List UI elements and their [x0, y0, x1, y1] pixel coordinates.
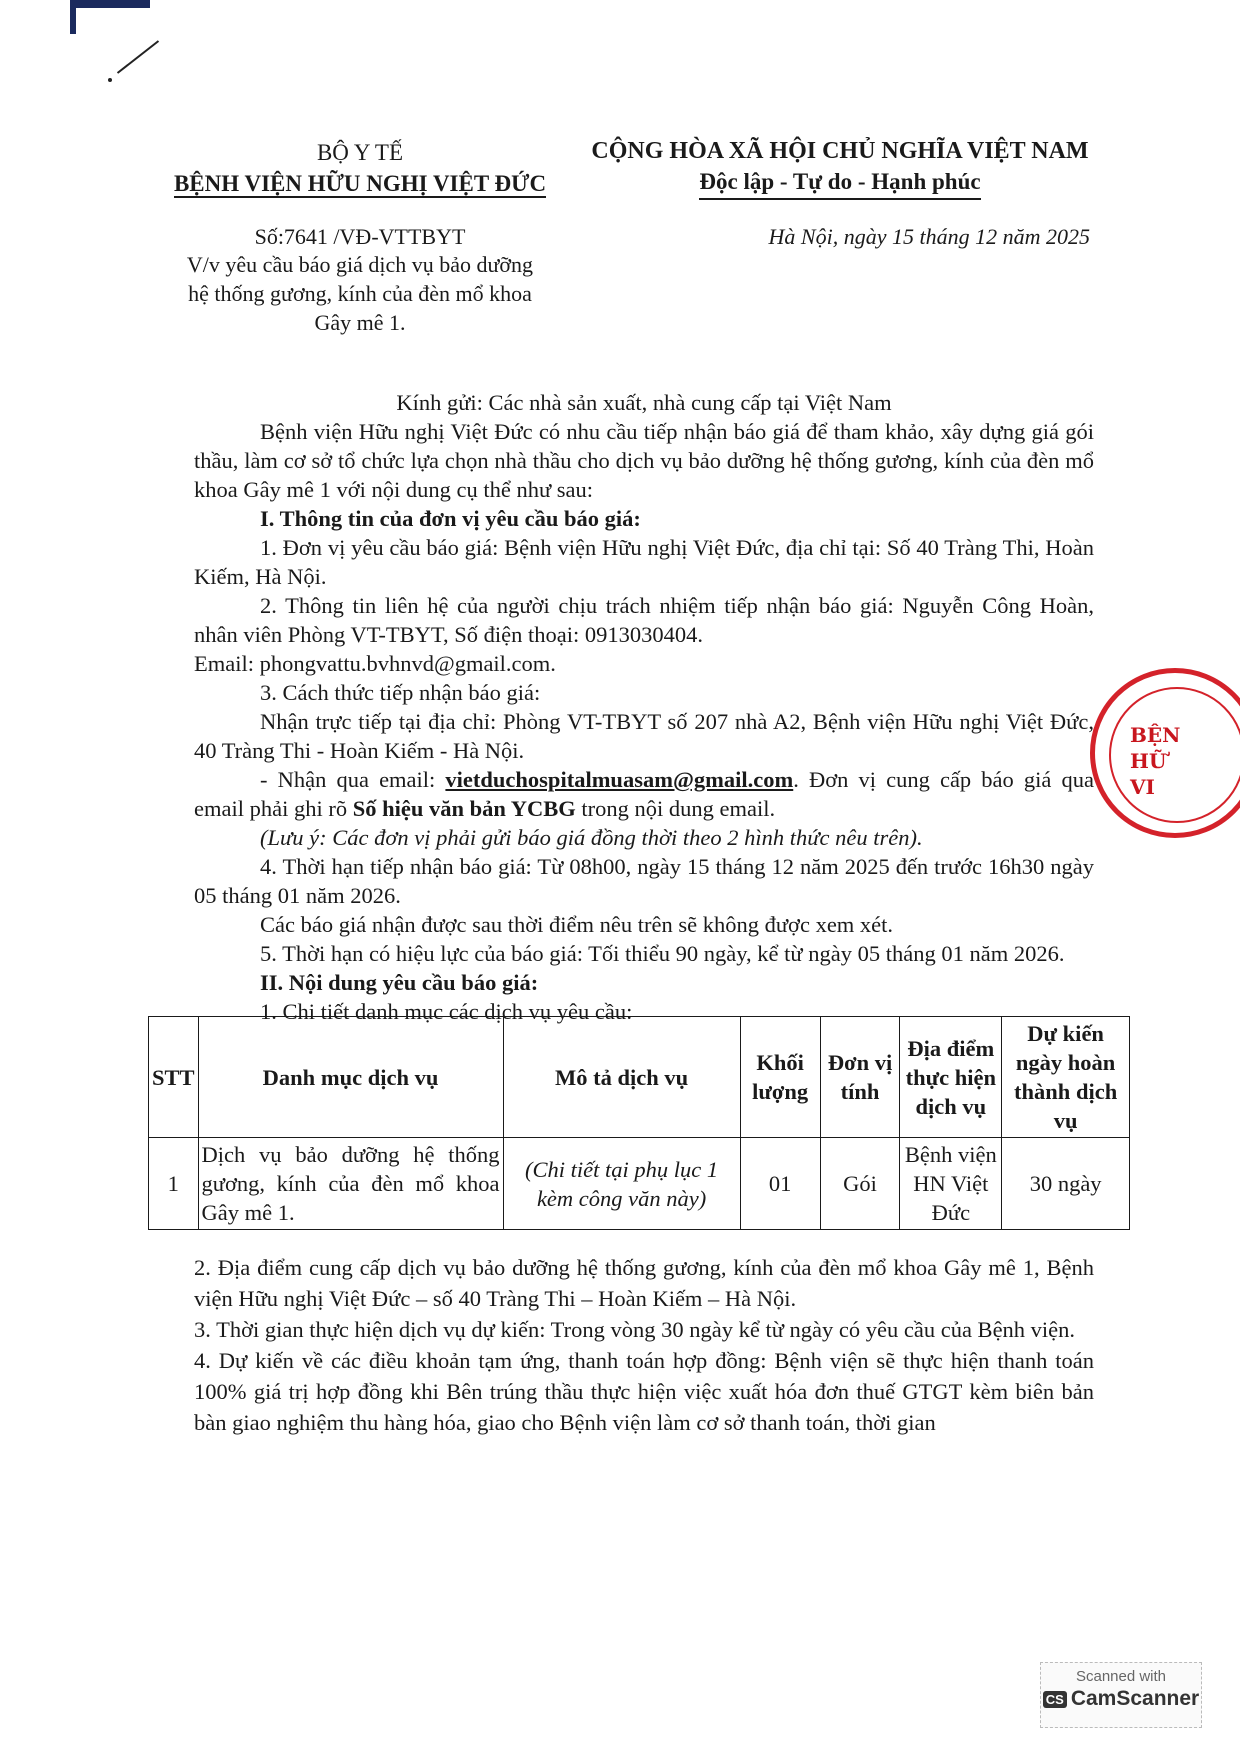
paragraph: 4. Thời hạn tiếp nhận báo giá: Từ 08h00, ngày 15 tháng 12 năm 2025 đến trước 16h30 ngày 05 tháng 01 năm 2026.	[194, 854, 1094, 908]
pen-stroke	[117, 40, 159, 74]
paragraph: 2. Địa điểm cung cấp dịch vụ bảo dưỡng hệ thống gương, kính của đèn mổ khoa Gây mê 1, Bệnh viện Hữu nghị Việt Đức – số 40 Tràng Thi – Hoàn Kiếm – Hà Nội.	[194, 1255, 1094, 1311]
subject-line: hệ thống gương, kính của đèn mổ khoa	[188, 281, 532, 306]
issuer-block	[150, 138, 570, 200]
document-subject	[150, 250, 570, 337]
table-cell: 30 ngày	[1002, 1138, 1130, 1230]
section-heading: II. Nội dung yêu cầu báo giá:	[260, 970, 539, 995]
intro-paragraph: Bệnh viện Hữu nghị Việt Đức có nhu cầu tiếp nhận báo giá để tham khảo, xây dựng giá gói thầu, làm cơ sở tổ chức lựa chọn nhà thầu cho dịch vụ bảo dưỡng hệ thống gương, kính của đèn mổ khoa Gây mê 1 với nội dung cụ thể như sau:	[194, 419, 1094, 502]
paragraph: Các báo giá nhận được sau thời điểm nêu trên sẽ không được xem xét.	[260, 912, 894, 937]
table-header: Khối lượng	[740, 1017, 820, 1138]
section-heading: I. Thông tin của đơn vị yêu cầu báo giá:	[260, 506, 641, 531]
table-header: Địa điểm thực hiện dịch vụ	[900, 1017, 1002, 1138]
paragraph: 1. Chi tiết danh mục các dịch vụ yêu cầu:	[260, 999, 633, 1024]
hospital-name: BỆNH VIỆN HỮU NGHỊ VIỆT ĐỨC	[173, 171, 547, 196]
table-header: Danh mục dịch vụ	[198, 1017, 503, 1138]
table-cell: (Chi tiết tại phụ lục 1 kèm công văn này)	[503, 1138, 740, 1230]
document-number: Số:7641 /VĐ-VTTBYT	[254, 224, 466, 249]
table-cell: Dịch vụ bảo dưỡng hệ thống gương, kính của đèn mổ khoa Gây mê 1.	[198, 1138, 503, 1230]
paragraph: 3. Thời gian thực hiện dịch vụ dự kiến: Trong vòng 30 ngày kể từ ngày có yêu cầu của Bệnh viện.	[194, 1317, 1076, 1342]
table-cell: 01	[740, 1138, 820, 1230]
table-cell: Gói	[820, 1138, 900, 1230]
service-table	[148, 1016, 1130, 1230]
greeting: Kính gửi: Các nhà sản xuất, nhà cung cấp tại Việt Nam	[396, 390, 892, 415]
paragraph: 3. Cách thức tiếp nhận báo giá:	[260, 680, 541, 705]
document-body-continued	[194, 1252, 1094, 1438]
national-header	[580, 136, 1100, 200]
watermark-brand: CS CamScanner	[1041, 1687, 1201, 1711]
paragraph: 4. Dự kiến về các điều khoản tạm ứng, thanh toán hợp đồng: Bệnh viện sẽ thực hiện thanh toán 100% giá trị hợp đồng khi Bên trúng thầu thực hiện việc xuất hóa đơn thuế GTGT kèm biên bản bàn giao nghiệm thu hàng hóa, giao cho Bệnh viện làm cơ sở thanh toán, thời gian	[194, 1348, 1094, 1435]
table-cell: 1	[149, 1138, 199, 1230]
quote-email-link[interactable]: vietduchospitalmuasam@gmail.com	[445, 767, 794, 792]
subject-line: Gây mê 1.	[314, 310, 406, 335]
camscanner-watermark	[1040, 1662, 1202, 1728]
paragraph: Nhận trực tiếp tại địa chỉ: Phòng VT-TBYT số 207 nhà A2, Bệnh viện Hữu nghị Việt Đức, 40 Tràng Thi - Hoàn Kiếm - Hà Nội.	[194, 709, 1094, 763]
ministry-name: BỘ Y TẾ	[316, 140, 404, 165]
table-row	[149, 1138, 1130, 1230]
table-header: Dự kiến ngày hoàn thành dịch vụ	[1002, 1017, 1130, 1138]
watermark-caption: Scanned with	[1075, 1668, 1167, 1685]
note: (Lưu ý: Các đơn vị phải gửi báo giá đồng thời theo 2 hình thức nêu trên).	[260, 825, 923, 850]
national-motto: Độc lập - Tự do - Hạnh phúc	[699, 166, 980, 200]
country-name: CỘNG HÒA XÃ HỘI CHỦ NGHĨA VIỆT NAM	[591, 138, 1089, 164]
seal-text: BỆN HỮ VI	[1130, 723, 1181, 799]
camscanner-icon: CS	[1043, 1691, 1067, 1708]
document-body	[194, 388, 1094, 1026]
paragraph: - Nhận qua email: vietduchospitalmuasam@gmail.com. Đơn vị cung cấp báo giá qua email phải ghi rõ Số hiệu văn bản YCBG trong nội dung email.	[194, 767, 1094, 821]
table-header: Mô tả dịch vụ	[503, 1017, 740, 1138]
pen-dot	[108, 78, 112, 82]
scan-corner-mark	[70, 0, 150, 34]
contact-email: Email: phongvattu.bvhnvd@gmail.com.	[194, 651, 556, 676]
table-header: Đơn vị tính	[820, 1017, 900, 1138]
document-date: Hà Nội, ngày 15 tháng 12 năm 2025	[768, 224, 1090, 249]
table-header-row	[149, 1017, 1130, 1138]
paragraph: 1. Đơn vị yêu cầu báo giá: Bệnh viện Hữu nghị Việt Đức, địa chỉ tại: Số 40 Tràng Thi, Hoàn Kiếm, Hà Nội.	[194, 535, 1094, 589]
table-cell: Bệnh viện HN Việt Đức	[900, 1138, 1002, 1230]
table-header: STT	[149, 1017, 199, 1138]
paragraph: 2. Thông tin liên hệ của người chịu trách nhiệm tiếp nhận báo giá: Nguyễn Công Hoàn, nhân viên Phòng VT-TBYT, Số điện thoại: 0913030404.	[194, 593, 1094, 647]
subject-line: V/v yêu cầu báo giá dịch vụ bảo dưỡng	[186, 252, 534, 277]
paragraph: 5. Thời hạn có hiệu lực của báo giá: Tối thiểu 90 ngày, kể từ ngày 05 tháng 01 năm 2026.	[260, 941, 1065, 966]
